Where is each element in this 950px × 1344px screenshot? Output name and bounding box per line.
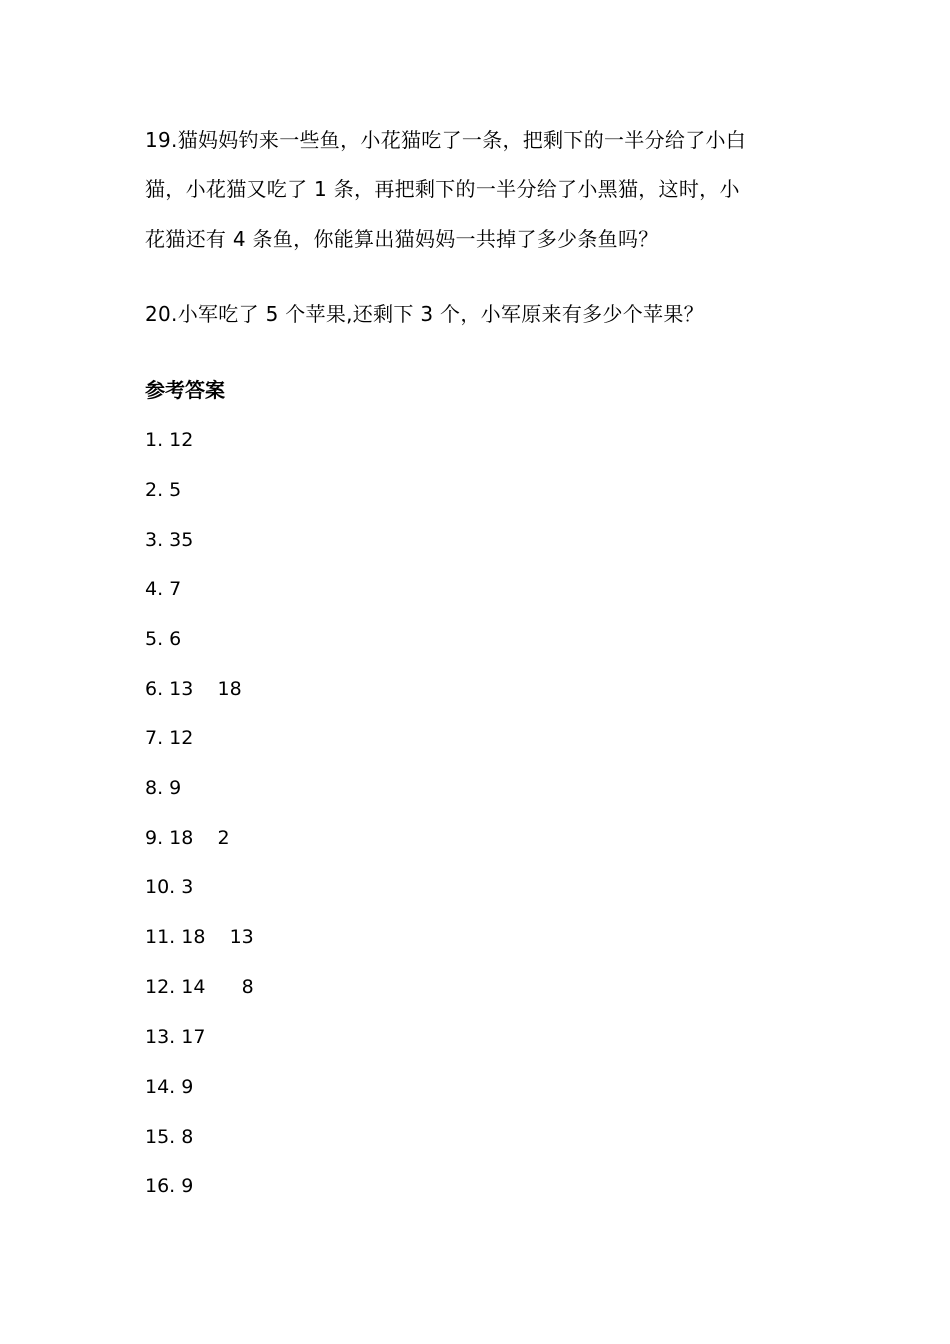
answer-item: 16. 9: [145, 1175, 194, 1197]
question-20-line-1: 20.小军吃了 5 个苹果,还剩下 3 个，小军原来有多少个苹果？: [145, 302, 704, 326]
answer-item: 2. 5: [145, 479, 182, 501]
answer-item: 1. 12: [145, 429, 194, 451]
answer-item: 4. 7: [145, 578, 182, 600]
answer-item: 14. 9: [145, 1076, 194, 1098]
answer-item: 11. 18 13: [145, 926, 254, 948]
answers-heading: 参考答案: [145, 378, 225, 402]
answer-item: 13. 17: [145, 1026, 206, 1048]
answer-item: 5. 6: [145, 628, 182, 650]
answer-item: 10. 3: [145, 876, 194, 898]
question-19-line-2: 猫，小花猫又吃了 1 条，再把剩下的一半分给了小黑猫，这时，小: [145, 177, 740, 201]
question-19-line-3: 花猫还有 4 条鱼，你能算出猫妈妈一共掉了多少条鱼吗？: [145, 227, 659, 251]
answer-item: 3. 35: [145, 529, 194, 551]
question-19-line-1: 19.猫妈妈钓来一些鱼，小花猫吃了一条，把剩下的一半分给了小白: [145, 128, 747, 152]
answer-item: 8. 9: [145, 777, 182, 799]
answer-item: 6. 13 18: [145, 678, 242, 700]
answer-item: 15. 8: [145, 1126, 194, 1148]
answer-item: 7. 12: [145, 727, 194, 749]
answer-item: 12. 14 8: [145, 976, 254, 998]
answer-item: 9. 18 2: [145, 827, 230, 849]
